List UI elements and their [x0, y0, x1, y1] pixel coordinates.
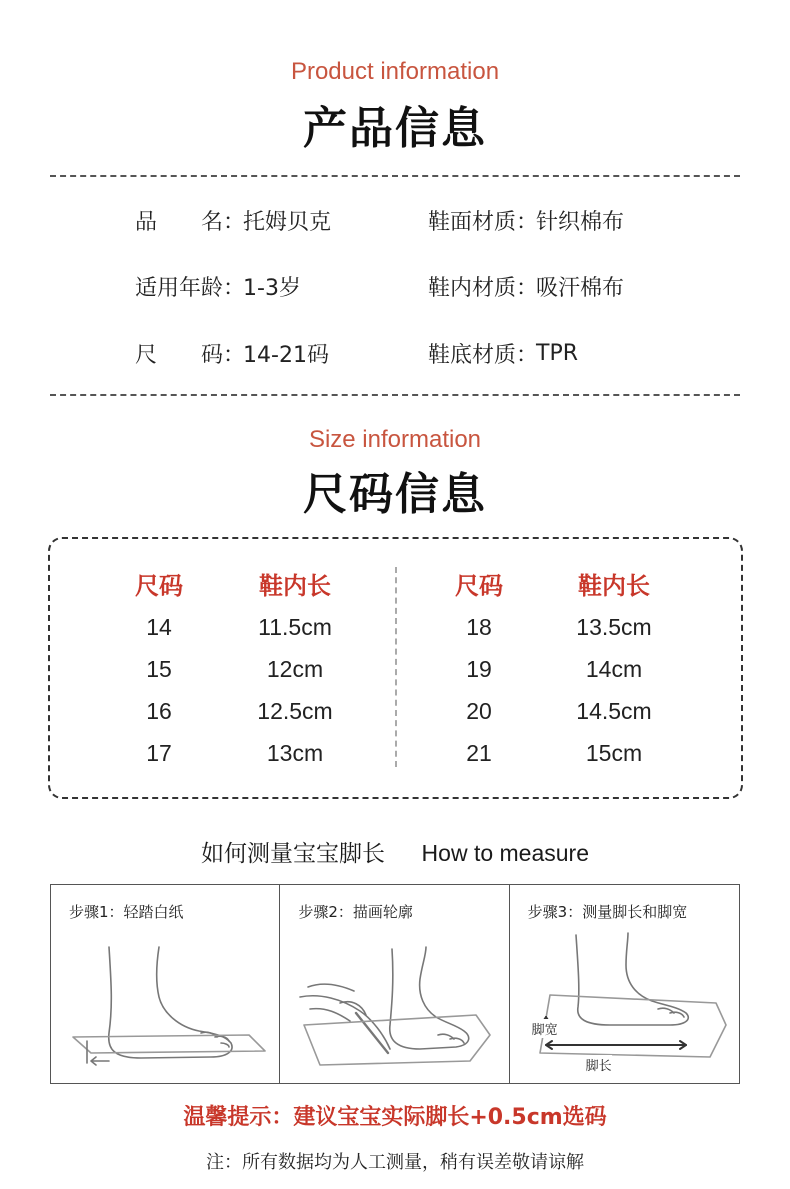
info-value: 针织棉布 — [536, 209, 625, 235]
step-2-panel — [280, 885, 509, 1083]
colon: ： — [516, 342, 539, 368]
colon: ： — [223, 209, 246, 235]
length-cell: 13.5cm — [576, 614, 652, 640]
length-cell: 14.5cm — [576, 698, 652, 724]
size-cell: 17 — [146, 740, 172, 766]
info-value: TPR — [536, 340, 579, 366]
length-cell: 13cm — [266, 740, 324, 766]
length-cell: 12cm — [266, 656, 324, 682]
info-label: 尺 码 — [135, 342, 224, 368]
step-label: 步骤3：测量脚长和脚宽 — [527, 903, 688, 921]
size-cell: 16 — [146, 698, 172, 724]
step-1-panel — [51, 885, 280, 1083]
colon: ： — [223, 342, 246, 368]
measure-title-cn: 如何测量宝宝脚长 — [200, 841, 385, 867]
info-left — [135, 200, 331, 240]
info-label: 鞋底材质 — [428, 342, 517, 368]
measure-title-en: How to measure — [421, 840, 590, 866]
info-left — [135, 266, 301, 306]
size-cell: 18 — [466, 614, 492, 640]
step-label: 步骤1：轻踏白纸 — [69, 903, 184, 921]
info-right — [428, 266, 624, 306]
info-label: 鞋面材质 — [428, 209, 517, 235]
length-cell: 12.5cm — [257, 698, 333, 724]
measure-title — [0, 835, 790, 868]
info-value: 14-21码 — [243, 342, 329, 368]
info-value: 吸汗棉布 — [536, 275, 625, 301]
size-cell: 19 — [466, 656, 492, 682]
size-tip: 温馨提示：建议宝宝实际脚长+0.5cm选码 — [183, 1105, 607, 1130]
info-right — [428, 333, 578, 373]
divider — [50, 175, 740, 177]
divider — [50, 394, 740, 396]
size-cell: 20 — [466, 698, 492, 724]
step-3-panel — [510, 885, 739, 1083]
info-row — [0, 266, 790, 306]
step-label: 步骤2：描画轮廓 — [298, 903, 413, 921]
info-label: 品 名 — [135, 209, 224, 235]
length-cell: 15cm — [585, 740, 643, 766]
info-row — [0, 333, 790, 373]
info-right — [428, 200, 624, 240]
colon: ： — [223, 275, 246, 301]
colon: ： — [516, 275, 539, 301]
size-cell: 21 — [466, 740, 492, 766]
length-cell: 14cm — [585, 656, 643, 682]
product-title-en: Product information — [290, 58, 500, 85]
size-title-en: Size information — [308, 426, 482, 453]
product-title: 产品信息 — [303, 103, 487, 154]
size-title: 尺码信息 — [303, 469, 487, 520]
size-cell: 14 — [146, 614, 172, 640]
info-left — [135, 333, 329, 373]
info-value: 1-3岁 — [243, 275, 301, 301]
colon: ： — [516, 209, 539, 235]
length-header: 鞋内长 — [578, 572, 650, 600]
foot-length-label: 脚长 — [586, 1055, 612, 1074]
measure-steps — [50, 884, 740, 1084]
size-header: 尺码 — [135, 572, 183, 600]
length-cell: 11.5cm — [258, 614, 332, 640]
info-value: 托姆贝克 — [243, 209, 332, 235]
info-label: 适用年龄 — [135, 275, 224, 301]
info-row — [0, 200, 790, 240]
length-header: 鞋内长 — [259, 572, 331, 600]
info-label: 鞋内材质 — [428, 275, 517, 301]
size-table-divider — [395, 567, 397, 767]
disclaimer-note: 注：所有数据均为人工测量，稍有误差敬请谅解 — [206, 1152, 584, 1173]
foot-width-label: 脚宽 — [532, 1019, 558, 1038]
size-cell: 15 — [146, 656, 172, 682]
size-header: 尺码 — [455, 572, 503, 600]
